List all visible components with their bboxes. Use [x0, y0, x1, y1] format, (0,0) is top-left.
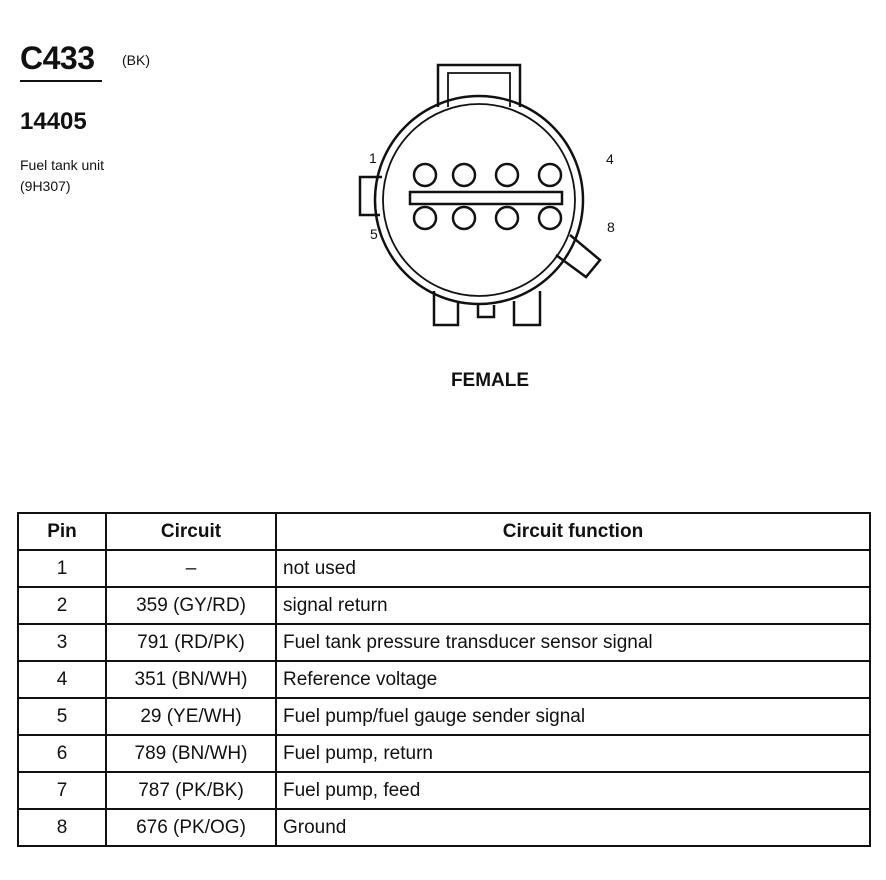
- cell-pin: 8: [18, 809, 106, 846]
- table-row: [18, 698, 870, 735]
- cell-pin: 5: [18, 698, 106, 735]
- cell-pin: 6: [18, 735, 106, 772]
- cell-function: Ground: [276, 809, 870, 846]
- cell-pin: 4: [18, 661, 106, 698]
- part-number: 14405: [20, 108, 87, 135]
- pin-cavity: [453, 164, 475, 186]
- connector-diagram: [350, 55, 630, 345]
- pin-cavity: [539, 164, 561, 186]
- connector-face-drawing: [350, 55, 630, 345]
- cell-pin: 1: [18, 550, 106, 587]
- left-key: [360, 177, 382, 215]
- pin-cavity: [414, 164, 436, 186]
- cell-function: Reference voltage: [276, 661, 870, 698]
- pin-cavity: [539, 207, 561, 229]
- cell-function: Fuel pump/fuel gauge sender signal: [276, 698, 870, 735]
- cell-circuit: 787 (PK/BK): [106, 772, 276, 809]
- table-row: [18, 735, 870, 772]
- header-circuit: Circuit: [106, 513, 276, 550]
- connector-id-underline: [20, 80, 102, 82]
- top-latch-inner: [448, 73, 510, 107]
- center-divider: [410, 192, 562, 204]
- component-code: (9H307): [20, 178, 71, 194]
- cell-circuit: 359 (GY/RD): [106, 587, 276, 624]
- table-header-row: [18, 513, 870, 550]
- cell-pin: 7: [18, 772, 106, 809]
- cell-circuit: 29 (YE/WH): [106, 698, 276, 735]
- cell-circuit: 676 (PK/OG): [106, 809, 276, 846]
- table-row: [18, 550, 870, 587]
- cell-pin: 2: [18, 587, 106, 624]
- cell-function: Fuel tank pressure transducer sensor signal: [276, 624, 870, 661]
- header-function: Circuit function: [276, 513, 870, 550]
- pin-label-5: 5: [370, 226, 378, 242]
- pin-label-4: 4: [606, 151, 614, 167]
- pin-label-8: 8: [607, 219, 615, 235]
- cell-function: not used: [276, 550, 870, 587]
- table-row: [18, 661, 870, 698]
- header-pin: Pin: [18, 513, 106, 550]
- connector-body-inner: [383, 104, 575, 296]
- connector-body-outer: [375, 96, 583, 304]
- table-row: [18, 809, 870, 846]
- pin-cavity: [453, 207, 475, 229]
- connector-id: C433: [20, 40, 95, 76]
- cell-function: signal return: [276, 587, 870, 624]
- bottom-foot-middle: [478, 305, 494, 317]
- pin-label-1: 1: [369, 150, 377, 166]
- pinout-table: [17, 512, 871, 847]
- component-description: Fuel tank unit: [20, 157, 105, 173]
- cell-pin: 3: [18, 624, 106, 661]
- table-row: [18, 587, 870, 624]
- cell-circuit: 791 (RD/PK): [106, 624, 276, 661]
- pin-cavity: [414, 207, 436, 229]
- cell-circuit: 351 (BN/WH): [106, 661, 276, 698]
- connector-gender: FEMALE: [450, 370, 530, 391]
- right-tab: [556, 235, 600, 277]
- pin-cavity: [496, 164, 518, 186]
- cell-circuit: –: [106, 550, 276, 587]
- table-row: [18, 772, 870, 809]
- pin-cavity: [496, 207, 518, 229]
- cell-function: Fuel pump, feed: [276, 772, 870, 809]
- table-row: [18, 624, 870, 661]
- cell-circuit: 789 (BN/WH): [106, 735, 276, 772]
- connector-color: (BK): [122, 52, 150, 68]
- cell-function: Fuel pump, return: [276, 735, 870, 772]
